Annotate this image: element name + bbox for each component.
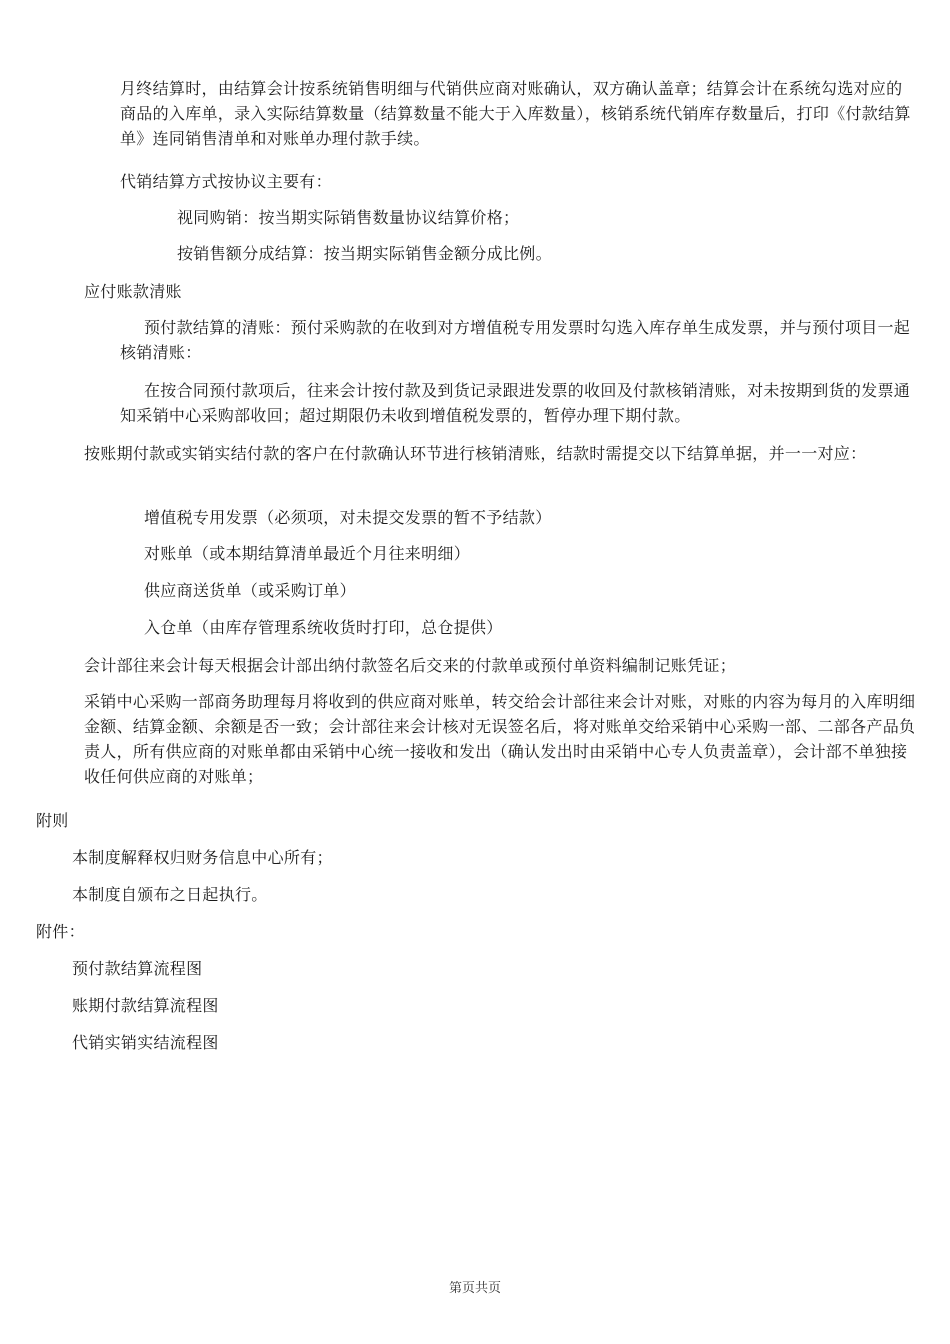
paragraph-method-purchase: 视同购销：按当期实际销售数量协议结算价格； [177,208,520,227]
list-item-warehouse-receipt: 入仓单（由库存管理系统收货时打印，总仓提供） [144,618,503,637]
attachment-term-flowchart: 账期付款结算流程图 [72,996,219,1015]
paragraph-contract-prepay: 在按合同预付款项后，往来会计按付款及到货记录跟进发票的收回及付款核销清账，对未按期到货的发票通知采销中心采购部收回；超过期限仍未收到增值税发票的，暂停办理下期付款。 [120,381,911,425]
paragraph-voucher: 会计部往来会计每天根据会计部出纳付款签名后交来的付款单或预付单资料编制记账凭证； [84,656,737,675]
list-item-vat-invoice: 增值税专用发票（必须项，对未提交发票的暂不予结款） [144,508,552,527]
heading-attachments: 附件： [36,922,85,941]
heading-payables-clearing: 应付账款清账 [84,282,182,301]
paragraph-term-payment: 按账期付款或实销实结付款的客户在付款确认环节进行核销清账，结款时需提交以下结算单据，并一一对应： [84,444,867,463]
attachment-consignment-flowchart: 代销实销实结流程图 [72,1033,219,1052]
paragraph-method-share: 按销售额分成结算：按当期实际销售金额分成比例。 [177,244,552,263]
list-item-delivery-note: 供应商送货单（或采购订单） [144,581,356,600]
attachment-prepay-flowchart: 预付款结算流程图 [72,959,203,978]
paragraph-interpretation: 本制度解释权归财务信息中心所有； [72,848,333,867]
paragraph-prepayment-clearing: 预付款结算的清账：预付采购款的在收到对方增值税专用发票时勾选入库存单生成发票，并与预付项目一起核销清账： [120,318,911,362]
paragraph-monthly-settlement: 月终结算时，由结算会计按系统销售明细与代销供应商对账确认，双方确认盖章；结算会计在系统勾选对应的商品的入库单，录入实际结算数量（结算数量不能大于入库数量），核销系统代销库存数量后，打印《付款结算单》连同销售清单和对账单办理付款手续。 [120,79,911,148]
paragraph-consignment-methods: 代销结算方式按协议主要有： [120,172,332,191]
page-footer: 第页共页 [448,1281,501,1296]
list-item-statement: 对账单（或本期结算清单最近个月往来明细） [144,544,471,563]
paragraph-effective-date: 本制度自颁布之日起执行。 [72,885,268,904]
paragraph-reconciliation: 采销中心采购一部商务助理每月将收到的供应商对账单，转交给会计部往来会计对账，对账的内容为每月的入库明细金额、结算金额、余额是否一致；会计部往来会计核对无误签名后，将对账单交给采销中心采购一部、二部各产品负责人，所有供应商的对账单都由采销中心统一接收和发出（确认发出时由采销中心专人负责盖章），会计部不单独接收任何供应商的对账单； [84,692,916,786]
heading-supplementary: 附则 [36,811,69,830]
